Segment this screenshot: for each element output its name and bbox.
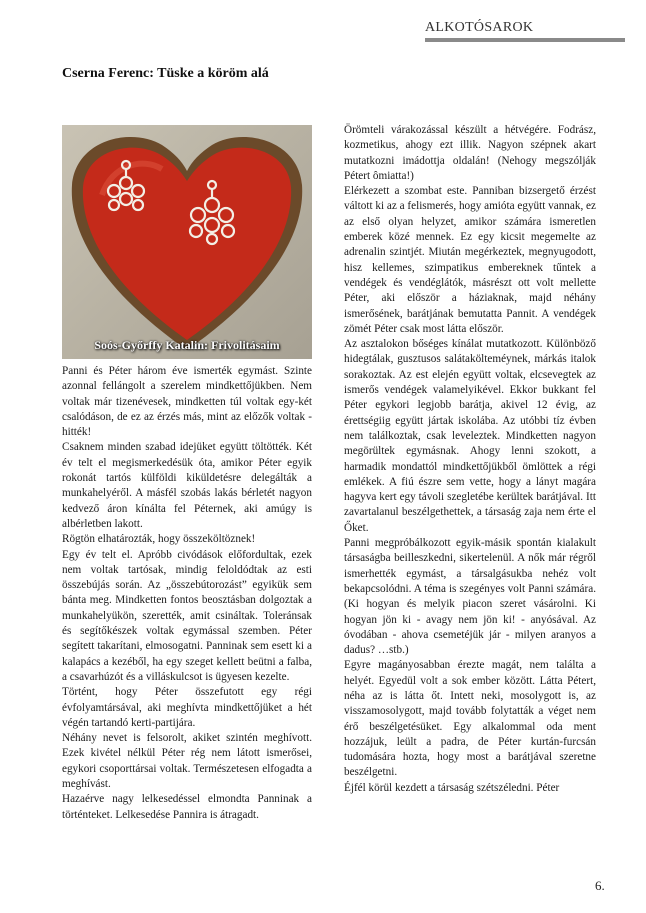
article-title: Cserna Ferenc: Tüske a köröm alá bbox=[62, 66, 269, 81]
paragraph: Néhány nevet is felsorolt, akiket szintén meghívott. Ezek kivétel nélkül Péter rég nem látott ismerősei, egykori csoporttársai voltak. Természetesen elfogadta a meghívást. bbox=[62, 732, 312, 791]
paragraph: Elérkezett a szombat este. Panniban bizsergető érzést váltott ki az a felismerés, hogy amióta együtt vannak, ez az első olyan helyzet, amikor számára ismeretlen emberek közé mennek. Ez egy kicsit megemelte az adrenalin szintjét. Miután megérkeztek, megnyugodott, hisz kellemes, szimpatikus embereknek tűntek a vendégek és vendéglátók, másrészt ott volt mellette Péter, aki először a háziaknak, majd néhány ismerősének, barátjának bemutatta Pannit. A vendégek zömét Péter csak most látta először. bbox=[344, 185, 596, 335]
paragraph: Az asztalokon bőséges kínálat mutatkozott. Különböző hidegtálak, gusztusos salátakölteméynek, márkás italok sorakoztak. Az est elején együtt voltak, elcsevegtek az ismerős vendégek valamelyikével. Ekkor bukkant fel Péter egykori legjobb barátja, akivel 12 évig, az érettségiig együtt jártak iskolába. Az utóbbi tíz évben nem találkoztak, csak leveleztek. Mindketten nagyon megörültek egymásnak. Ahogy lenni szokott, a harmadik mondattól mindkettőjükből ömlöttek a régi emlékek. A fiú észre sem vette, hogy a lányt magára hagyva kert egy távoli szegletébe kerültek barátjával. Itt zavartalanul beszélgethettek, a társaság zaja nem érte el Őket. bbox=[344, 338, 596, 534]
paragraph: Örömteli várakozással készült a hétvégére. Fodrász, kozmetikus, ahogy ezt illik. Nagyon szépnek akart mutatkozni imádottja oldalán! (Nehogy megszólják Pétert ômiatta!) bbox=[344, 124, 596, 182]
paragraph: Csaknem minden szabad idejüket együtt töltötték. Két év telt el megismerkedésük óta, amikor Péter egyik rokonát tartós külföldi kiküldetésre delegálták a munkahelyéről. A másfél szobás lakás bérletét nagyon kedvező áron kínálta fel Péternek, aki amúgy is albérletben lakott. bbox=[62, 441, 312, 530]
paragraph: Történt, hogy Péter összefutott egy régi évfolyamtársával, aki meghívta mindkettőjüket a hét végén tartandó kerti-partijára. bbox=[62, 686, 312, 729]
paragraph: Egy év telt el. Apróbb civódások előfordultak, ezek nem voltak tartósak, mindig feloldódtak az esti összebújás során. Az „összebútorozást” egyikük sem bánta meg. Mindketten fontos beosztásban dolgoztak a munkahelyükön, szerették, amit csináltak. Toleránsak és segítőkészek voltak egymással szemben. Péter segített takarítani, elmosogatni. Panninak sem esett ki a kalapács a kezéből, ha egy szeget kellett beütni a falba, a csavarhúzót és a villáskulcsot is ügyesen kezelte. bbox=[62, 548, 312, 683]
paragraph: Éjfél körül kezdett a társaság szétszéledni. Péter bbox=[344, 781, 560, 794]
article-photo bbox=[62, 125, 312, 359]
paragraph: Egyre magányosabban érezte magát, nem találta a helyét. Egyedül volt a sok ember között. Látta Pétert, néha az is látta őt. Intett neki, mosolygott is, az visszamosolygott, majd tovább folytatták a véget nem érő beszélgetésüket. Egy alkalommal oda ment hozzájuk, leült a padra, de Péter kurtán-furcsán tudomására hozta, hogy most a barátjával szeretne beszélgetni. bbox=[344, 659, 596, 779]
article-column-right bbox=[344, 123, 596, 796]
photo-caption: Soós-Győrffy Katalin: Frivolitásaim bbox=[94, 338, 280, 352]
section-label: ALKOTÓSAROK bbox=[425, 20, 534, 35]
page-number: 6. bbox=[595, 878, 605, 893]
section-rule bbox=[425, 38, 625, 42]
article-column-left bbox=[62, 364, 312, 823]
heart-dish-illustration bbox=[62, 125, 312, 359]
paragraph: Rögtön elhatározták, hogy összeköltöznek! bbox=[62, 533, 256, 546]
paragraph: Panni és Péter három éve ismerték egymást. Szinte azonnal fellángolt a szerelem mindkettőjükben. Nem voltak már tizenévesek, mindketten túl voltak egy-két csalódáson, de ez az érzés más, mint az előzők voltak - hitték! bbox=[62, 365, 312, 439]
paragraph: Panni megpróbálkozott egyik-másik spontán kialakult társaságba beilleszkedni, sikertelenül. A nők már régről ismerhették egymást, a társalgásukba nehéz volt bekapcsolódni. A téma is szegényes volt Panni számára. (Ki hogyan és melyik piacon szeret vásárolni. Ki hogyan jön ki - avagy nem jön ki! - anyósával. Az óvodában - ahova csemetéjük jár - milyen aranyos a dadus? …stb.) bbox=[344, 537, 596, 657]
paragraph: Hazaérve nagy lelkesedéssel elmondta Panninak a történteket. Lelkesedése Pannira is átragadt. bbox=[62, 793, 312, 821]
